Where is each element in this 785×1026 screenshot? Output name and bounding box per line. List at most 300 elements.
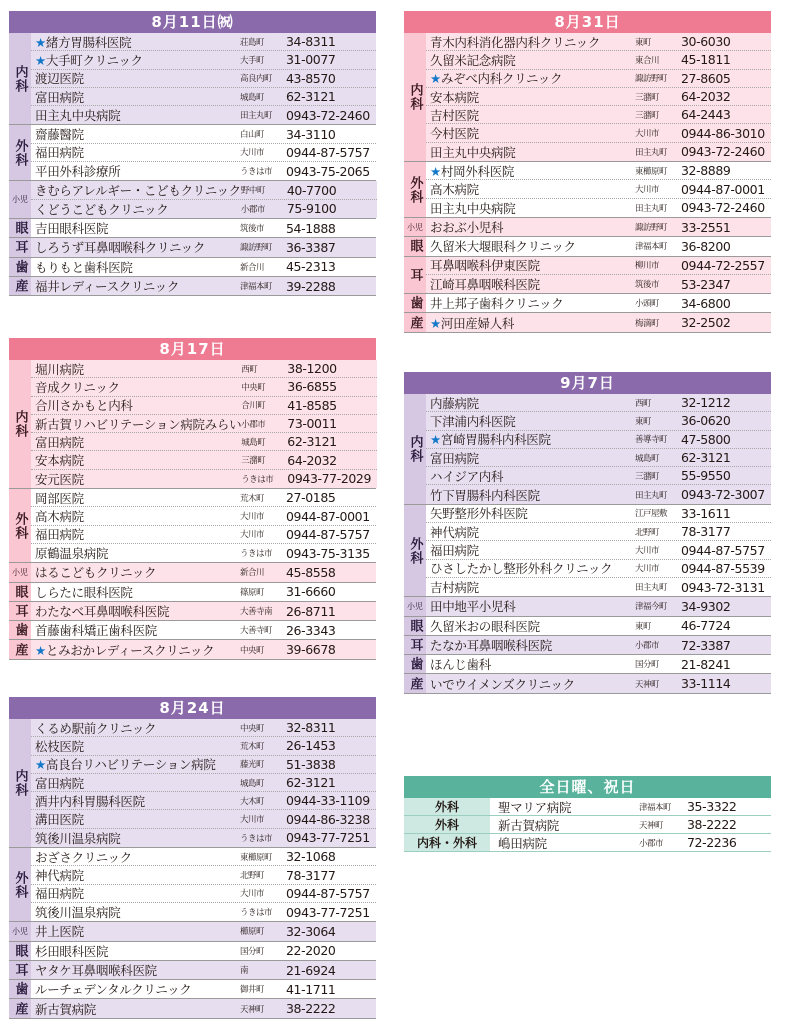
star-icon: ★ xyxy=(430,71,441,87)
clinic-name: 高良台リハビリテーション病院 xyxy=(45,757,216,773)
clinic-cell xyxy=(426,449,635,467)
clinic-name: 溝田医院 xyxy=(35,812,84,828)
clinic-area: 中央町 xyxy=(241,382,266,393)
clinic-row xyxy=(31,200,377,218)
clinic-tel: 32-3064 xyxy=(286,923,336,939)
clinic-area: 東町 xyxy=(635,416,652,427)
clinic-tel: 41-1711 xyxy=(286,981,336,997)
dept-group xyxy=(404,218,771,237)
clinic-area: 大川市 xyxy=(240,512,265,523)
dept-label: 内科 xyxy=(404,394,426,504)
clinic-area: 国分町 xyxy=(635,660,660,671)
clinic-cell xyxy=(31,415,241,433)
clinic-area: 大善寺町 xyxy=(240,626,273,637)
clinic-list xyxy=(426,505,771,596)
clinic-list xyxy=(426,617,771,635)
clinic-name: きむらアレルギー・こどもクリニック xyxy=(35,183,241,199)
clinic-area: 大川市 xyxy=(635,129,660,140)
clinic-tel: 75-9100 xyxy=(286,201,337,217)
clinic-list xyxy=(31,125,376,180)
clinic-cell xyxy=(31,942,240,960)
clinic-row xyxy=(31,106,376,124)
clinic-row xyxy=(426,257,771,275)
dept-label: 外科 xyxy=(404,162,426,217)
clinic-area: 諏訪野町 xyxy=(240,243,273,254)
clinic-name: ひさしたかし整形外科クリニック xyxy=(430,561,613,577)
clinic-row xyxy=(31,451,377,469)
clinic-list xyxy=(426,655,771,673)
clinic-row xyxy=(426,237,771,255)
clinic-name: ルーチェデンタルクリニック xyxy=(35,982,192,998)
clinic-tel: 45-2313 xyxy=(286,259,336,275)
clinic-row xyxy=(426,394,771,412)
clinic-cell xyxy=(31,866,240,884)
clinic-row xyxy=(31,737,376,755)
clinic-area: 江戸屋敷 xyxy=(635,509,668,520)
clinic-row xyxy=(31,433,377,451)
clinic-name: 福田病院 xyxy=(35,145,84,161)
clinic-tel: 0943-75-2065 xyxy=(286,163,370,179)
clinic-tel: 0944-33-1109 xyxy=(286,793,370,809)
dept-label: 小児 xyxy=(9,181,31,218)
clinic-row xyxy=(426,597,771,615)
dept-group xyxy=(404,257,771,295)
clinic-row xyxy=(31,415,377,433)
clinic-cell xyxy=(31,756,240,774)
clinic-list xyxy=(426,674,771,692)
clinic-cell xyxy=(31,829,240,847)
clinic-name: 酒井内科胃腸科医院 xyxy=(35,793,145,809)
clinic-name: 合川さかもと内科 xyxy=(35,398,133,414)
clinic-tel: 45-8558 xyxy=(286,564,336,580)
clinic-cell xyxy=(31,810,240,828)
clinic-name: 今村医院 xyxy=(430,126,479,142)
clinic-tel: 45-1811 xyxy=(681,52,731,68)
dept-group xyxy=(404,313,771,332)
dept-label: 産 xyxy=(9,277,31,295)
clinic-cell xyxy=(426,70,635,88)
dept-group xyxy=(9,277,376,296)
clinic-name: 渡辺医院 xyxy=(35,71,84,87)
dept-label: 産 xyxy=(9,640,31,658)
clinic-area: 善導寺町 xyxy=(635,435,668,446)
dept-label: 眼 xyxy=(9,942,31,960)
dept-label: 外科 xyxy=(9,848,31,921)
clinic-row xyxy=(426,541,771,559)
clinic-area: 津福本町 xyxy=(635,242,668,253)
clinic-cell xyxy=(426,431,635,449)
date-header: 8月17日 xyxy=(9,338,376,360)
schedule-aug31 xyxy=(404,11,771,333)
clinic-cell xyxy=(31,792,240,810)
schedule-aug24 xyxy=(9,697,376,1019)
clinic-name: 矢野整形外科医院 xyxy=(430,506,528,522)
holiday-schedule xyxy=(404,776,771,852)
clinic-name: 福井レディースクリニック xyxy=(35,279,180,294)
dept-group xyxy=(404,394,771,505)
clinic-tel: 22-2020 xyxy=(286,943,336,959)
dept-label: 眼 xyxy=(404,237,426,255)
clinic-row xyxy=(31,51,376,69)
clinic-cell xyxy=(31,621,240,639)
clinic-cell xyxy=(426,486,635,504)
clinic-list xyxy=(31,942,376,960)
clinic-tel: 72-3387 xyxy=(681,637,731,653)
clinic-name: とみおかレディースクリニック xyxy=(45,642,215,658)
clinic-name: 久留米記念病院 xyxy=(430,52,516,68)
dept-label: 外科 xyxy=(404,505,426,596)
clinic-cell xyxy=(426,636,635,654)
clinic-name: 杉田眼科医院 xyxy=(35,943,109,959)
clinic-tel: 32-1068 xyxy=(286,849,336,865)
clinic-area: 天神町 xyxy=(240,1004,265,1015)
clinic-tel: 31-0077 xyxy=(286,52,336,68)
clinic-area: 津福本町 xyxy=(240,282,273,292)
clinic-name: くどうこどもクリニック xyxy=(35,201,169,217)
dept-group xyxy=(9,125,376,181)
clinic-name: みぞべ内科クリニック xyxy=(440,71,563,87)
clinic-area: 三潴町 xyxy=(635,110,660,121)
clinic-row xyxy=(31,258,376,276)
clinic-tel: 38-2222 xyxy=(286,1001,336,1017)
holiday-row xyxy=(404,798,771,816)
clinic-tel: 47-5800 xyxy=(681,431,731,447)
clinic-cell xyxy=(426,124,635,142)
clinic-tel: 78-3177 xyxy=(681,524,731,540)
dept-group xyxy=(9,961,376,980)
clinic-tel: 62-3121 xyxy=(681,450,731,466)
star-icon: ★ xyxy=(35,52,46,68)
clinic-area: 津福今町 xyxy=(635,602,668,613)
clinic-tel: 34-8311 xyxy=(286,34,336,50)
clinic-list xyxy=(31,621,376,639)
dept-group xyxy=(404,162,771,218)
clinic-tel: 0944-86-3238 xyxy=(286,811,370,827)
clinic-name: くるめ駅前クリニック xyxy=(35,720,157,736)
clinic-area: 城島町 xyxy=(635,453,660,464)
clinic-tel: 32-1212 xyxy=(681,395,731,411)
clinic-tel: 38-1200 xyxy=(287,361,337,377)
clinic-cell xyxy=(426,578,635,596)
clinic-row xyxy=(31,621,376,639)
clinic-list xyxy=(31,848,376,921)
clinic-cell xyxy=(31,507,240,525)
clinic-area: 西町 xyxy=(635,398,652,409)
clinic-name: 富田病院 xyxy=(35,89,84,105)
clinic-row xyxy=(31,903,376,921)
clinic-tel: 0943-77-7251 xyxy=(286,830,370,846)
clinic-area: 櫛原町 xyxy=(240,927,265,938)
clinic-row xyxy=(31,961,376,979)
dept-label: 外科 xyxy=(9,125,31,180)
clinic-area: 田主丸町 xyxy=(635,490,668,501)
clinic-area: 三潴町 xyxy=(241,456,266,467)
clinic-cell xyxy=(426,394,635,412)
clinic-row xyxy=(426,294,771,312)
holiday-clinic-name: 聖マリア病院 xyxy=(498,799,572,815)
clinic-tel: 0943-75-3135 xyxy=(286,545,370,561)
clinic-row xyxy=(31,602,376,620)
holiday-tel: 38-2222 xyxy=(687,817,737,832)
clinic-name: しらたに眼科医院 xyxy=(35,584,133,600)
clinic-area: 梅満町 xyxy=(635,318,660,329)
clinic-row xyxy=(31,277,376,295)
clinic-name: 高木病院 xyxy=(430,182,479,198)
clinic-tel: 40-7700 xyxy=(286,182,337,198)
clinic-name: 安本病院 xyxy=(430,89,479,105)
dept-label: 小児 xyxy=(9,922,31,940)
clinic-area: 大川市 xyxy=(635,546,660,557)
clinic-tel: 64-2032 xyxy=(681,89,731,105)
clinic-tel: 0944-87-5757 xyxy=(681,542,765,558)
clinic-name: 田主丸中央病院 xyxy=(430,144,516,160)
clinic-area: 中央町 xyxy=(240,645,265,656)
dept-group xyxy=(9,980,376,999)
clinic-tel: 0944-87-5539 xyxy=(681,560,765,576)
clinic-list xyxy=(31,258,376,276)
dept-group xyxy=(9,621,376,640)
clinic-tel: 62-3121 xyxy=(287,434,337,450)
holiday-clinic-name: 新古賀病院 xyxy=(498,817,560,833)
clinic-name: もりもと歯科医院 xyxy=(35,259,133,275)
star-icon: ★ xyxy=(430,163,441,179)
clinic-list xyxy=(426,33,771,161)
clinic-name: 筑後川温泉病院 xyxy=(35,905,121,921)
clinic-area: 東櫛原町 xyxy=(240,852,273,863)
clinic-area: 西町 xyxy=(241,364,258,375)
clinic-area: 大川市 xyxy=(635,564,660,575)
clinic-tel: 43-8570 xyxy=(286,70,336,86)
clinic-tel: 0944-87-5757 xyxy=(286,885,370,901)
clinic-cell xyxy=(31,360,241,378)
dept-label: 歯 xyxy=(9,621,31,639)
date-header: 8月11日㈷ xyxy=(9,11,376,33)
clinic-list xyxy=(31,980,376,998)
dept-group xyxy=(9,181,376,219)
clinic-tel: 34-9302 xyxy=(681,598,731,614)
clinic-name: 緒方胃腸科医院 xyxy=(45,34,132,50)
holiday-dept: 外科 xyxy=(404,816,490,833)
dept-group xyxy=(404,617,771,636)
clinic-row xyxy=(31,866,376,884)
clinic-name: いでウイメンズクリニック xyxy=(430,676,575,692)
clinic-row xyxy=(31,526,376,544)
clinic-tel: 0943-72-2460 xyxy=(681,144,765,160)
date-header: 9月7日 xyxy=(404,372,771,394)
clinic-name: 吉田眼科医院 xyxy=(35,221,109,237)
clinic-name: 平田外科診療所 xyxy=(35,164,121,180)
clinic-area: 大手町 xyxy=(240,55,265,66)
clinic-name: 新古賀リハビリテーション病院みらい xyxy=(35,416,242,432)
clinic-area: 御井町 xyxy=(240,985,265,996)
clinic-cell xyxy=(31,238,240,256)
star-icon: ★ xyxy=(35,757,46,773)
clinic-tel: 0943-72-3131 xyxy=(681,579,765,595)
clinic-row xyxy=(31,999,376,1017)
dept-group xyxy=(9,999,376,1018)
clinic-tel: 27-0185 xyxy=(286,490,336,506)
clinic-cell xyxy=(426,88,635,106)
dept-group xyxy=(9,719,376,848)
clinic-name: 齋藤醫院 xyxy=(35,127,84,143)
clinic-tel: 39-6678 xyxy=(286,642,336,658)
clinic-name: 宮崎胃腸科内科医院 xyxy=(440,432,551,448)
holiday-list xyxy=(404,798,771,852)
clinic-row xyxy=(31,378,377,396)
clinic-cell xyxy=(31,33,240,51)
clinic-cell xyxy=(31,162,240,180)
clinic-area: 高良内町 xyxy=(240,74,273,85)
dept-group xyxy=(9,258,376,277)
clinic-tel: 34-3110 xyxy=(286,126,336,142)
dept-group xyxy=(404,33,771,162)
clinic-name: 富田病院 xyxy=(35,434,84,450)
clinic-area: 大木町 xyxy=(240,796,265,807)
clinic-name: 福田病院 xyxy=(35,527,84,543)
clinic-row xyxy=(31,583,376,601)
clinic-row xyxy=(31,756,376,774)
dept-label: 歯 xyxy=(9,980,31,998)
clinic-area: 東合川 xyxy=(635,55,660,66)
clinic-cell xyxy=(426,294,635,312)
dept-label: 小児 xyxy=(404,218,426,236)
clinic-cell xyxy=(31,181,241,199)
clinic-list xyxy=(31,219,376,237)
clinic-area: うきは市 xyxy=(241,474,274,485)
clinic-area: 南 xyxy=(240,966,249,976)
clinic-cell xyxy=(426,541,635,559)
clinic-name: 神代病院 xyxy=(35,868,84,884)
clinic-name: はるこどもクリニック xyxy=(35,565,157,581)
clinic-list xyxy=(426,257,771,294)
clinic-tel: 0944-87-0001 xyxy=(286,508,370,524)
clinic-name: 堀川病院 xyxy=(35,361,84,377)
clinic-area: 東町 xyxy=(635,37,652,48)
clinic-area: 田主丸町 xyxy=(635,203,668,214)
clinic-name: 音成クリニック xyxy=(35,379,120,395)
clinic-tel: 36-8200 xyxy=(681,238,731,254)
clinic-row xyxy=(426,33,771,51)
dept-label: 耳 xyxy=(9,961,31,979)
clinic-row xyxy=(426,449,771,467)
clinic-cell xyxy=(31,70,240,88)
dept-group xyxy=(9,922,376,941)
clinic-tel: 0943-72-2460 xyxy=(286,107,370,123)
dept-group xyxy=(9,640,376,659)
clinic-cell xyxy=(31,51,240,69)
clinic-row xyxy=(426,143,771,161)
clinic-row xyxy=(31,810,376,828)
clinic-cell xyxy=(426,143,635,161)
dept-label: 眼 xyxy=(404,617,426,635)
clinic-name: 高木病院 xyxy=(35,509,84,525)
clinic-row xyxy=(31,640,376,658)
clinic-row xyxy=(426,275,771,293)
clinic-cell xyxy=(426,523,635,541)
clinic-cell xyxy=(426,655,635,673)
clinic-area: 野中町 xyxy=(240,186,265,197)
clinic-cell xyxy=(31,922,240,940)
dept-label: 耳 xyxy=(404,636,426,654)
clinic-tel: 27-8605 xyxy=(681,70,731,86)
star-icon: ★ xyxy=(35,642,46,658)
clinic-list xyxy=(31,33,376,124)
dept-group xyxy=(404,505,771,597)
dept-group xyxy=(9,489,376,563)
clinic-row xyxy=(426,199,771,217)
clinic-name: 富田病院 xyxy=(35,775,84,791)
clinic-name: おおぶ小児科 xyxy=(430,220,504,236)
dept-label: 眼 xyxy=(9,583,31,601)
clinic-list xyxy=(426,218,771,236)
clinic-area: 北野町 xyxy=(240,871,265,882)
clinic-list xyxy=(31,640,376,658)
clinic-cell xyxy=(31,378,241,396)
holiday-tel: 35-3322 xyxy=(687,799,737,814)
clinic-cell xyxy=(31,719,240,737)
clinic-row xyxy=(426,106,771,124)
dept-label: 産 xyxy=(9,999,31,1017)
dept-group xyxy=(9,602,376,621)
clinic-area: 合川町 xyxy=(241,401,266,412)
clinic-tel: 31-6660 xyxy=(286,584,336,600)
clinic-row xyxy=(31,792,376,810)
clinic-area: 東町 xyxy=(635,621,652,632)
clinic-name: 首藤歯科矯正歯科医院 xyxy=(35,623,158,639)
clinic-area: 諏訪野町 xyxy=(635,74,668,85)
clinic-tel: 33-1611 xyxy=(681,505,731,521)
clinic-area: 城島町 xyxy=(240,778,265,789)
clinic-tel: 39-2288 xyxy=(286,278,336,294)
dept-group xyxy=(404,597,771,616)
clinic-cell xyxy=(426,218,635,236)
clinic-cell xyxy=(31,489,240,507)
clinic-name: 井上医院 xyxy=(35,924,84,940)
clinic-cell xyxy=(31,641,240,659)
dept-label: 歯 xyxy=(9,258,31,276)
clinic-list xyxy=(31,277,376,295)
clinic-list xyxy=(31,961,376,979)
clinic-row xyxy=(31,922,376,940)
holiday-header: 全日曜、祝日 xyxy=(404,776,771,798)
clinic-name: 久留米大堰眼科クリニック xyxy=(430,239,576,255)
clinic-cell xyxy=(31,88,240,106)
clinic-area: 諏訪野町 xyxy=(635,223,668,234)
clinic-tel: 0944-72-2557 xyxy=(681,257,765,273)
clinic-name: 河田産婦人科 xyxy=(440,315,515,331)
clinic-cell xyxy=(31,451,241,469)
dept-label: 耳 xyxy=(404,257,426,294)
clinic-name: 新古賀病院 xyxy=(35,1001,97,1017)
clinic-name: 福田病院 xyxy=(35,886,84,902)
clinic-name: 原鶴温泉病院 xyxy=(35,546,109,562)
clinic-cell xyxy=(31,470,241,488)
clinic-cell xyxy=(426,314,635,332)
holiday-area: 津福本町 xyxy=(639,802,672,813)
dept-label: 内科 xyxy=(9,33,31,124)
clinic-tel: 54-1888 xyxy=(286,220,336,236)
holiday-row xyxy=(404,816,771,834)
clinic-cell xyxy=(31,774,240,792)
clinic-row xyxy=(426,124,771,142)
clinic-name: 筑後川温泉病院 xyxy=(35,830,121,846)
clinic-name: ヤタケ耳鼻咽喉科医院 xyxy=(35,963,157,978)
dept-group xyxy=(9,238,376,257)
holiday-area: 小郡市 xyxy=(639,838,664,849)
clinic-list xyxy=(31,583,376,601)
clinic-cell xyxy=(31,602,240,620)
star-icon: ★ xyxy=(35,34,46,50)
